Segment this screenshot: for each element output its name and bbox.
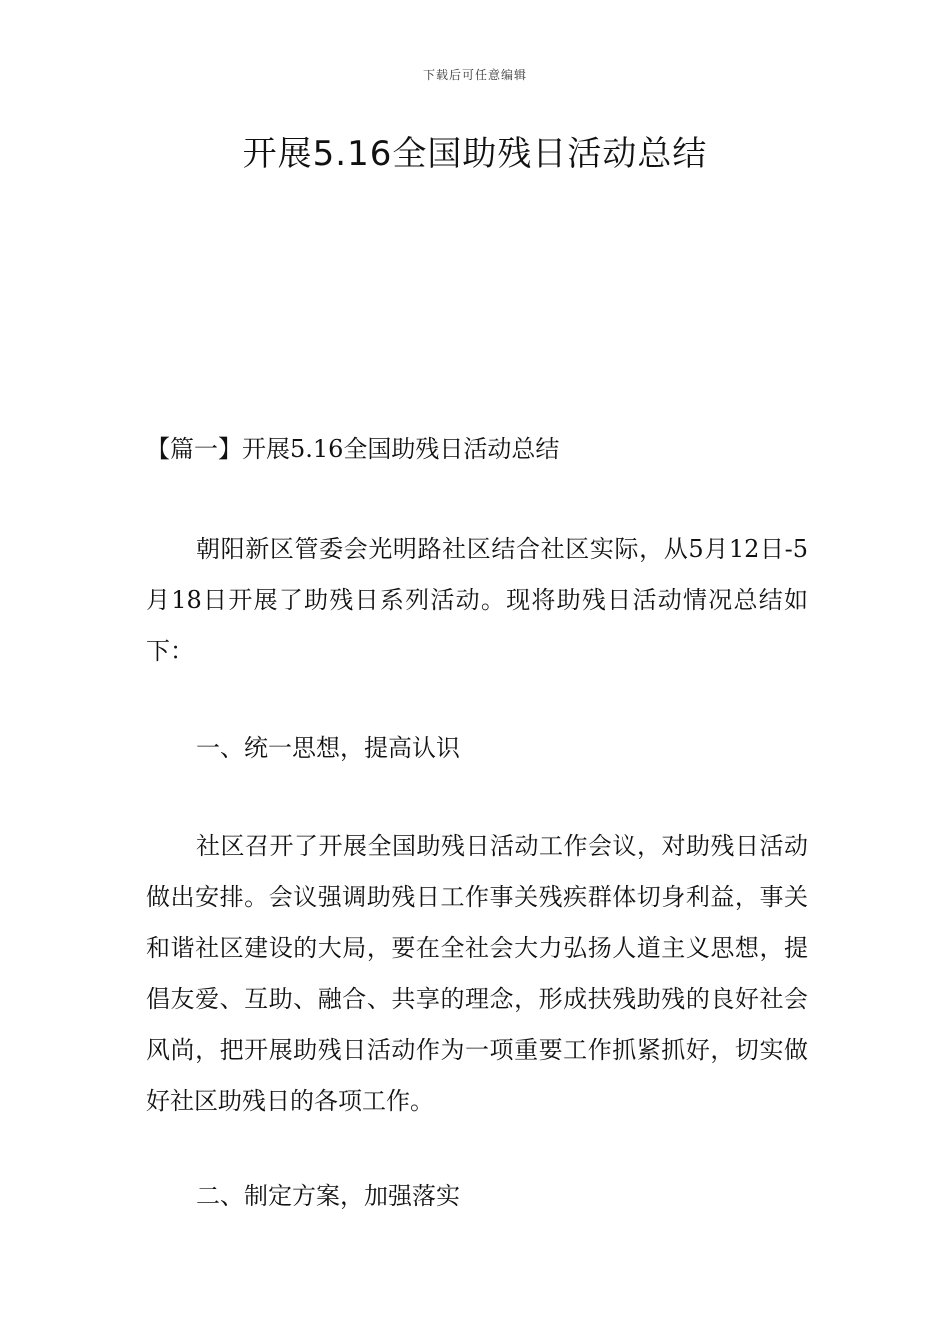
section-heading: 【篇一】开展5.16全国助残日活动总结: [146, 435, 560, 463]
heading-plan-implementation: 二、制定方案，加强落实: [196, 1182, 460, 1210]
paragraph-intro: 朝阳新区管委会光明路社区结合社区实际，从5月12日-5月18日开展了助残日系列活动。现将助残日活动情况总结如下：: [146, 535, 808, 665]
document-title: 开展5.16全国助残日活动总结: [242, 134, 708, 174]
header-note: 下载后可任意编辑: [422, 68, 527, 82]
paragraph-meeting: 社区召开了开展全国助残日活动工作会议，对助残日活动做出安排。会议强调助残日工作事关残疾群体切身利益，事关和谐社区建设的大局，要在全社会大力弘扬人道主义思想，提倡友爱、互助、融合、共享的理念，形成扶残助残的良好社会风尚，把开展助残日活动作为一项重要工作抓紧抓好，切实做好社区助残日的各项工作。: [146, 832, 808, 1115]
heading-unify-thought: 一、统一思想，提高认识: [196, 734, 460, 762]
